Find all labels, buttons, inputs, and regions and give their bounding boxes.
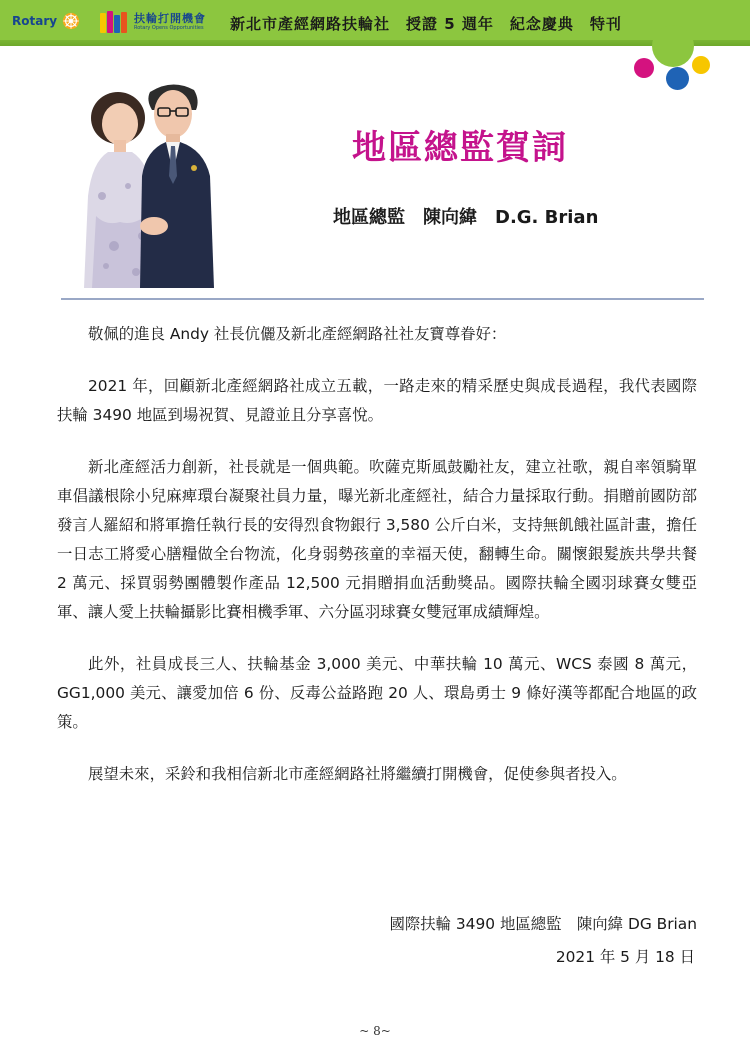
publication-title: 新北市產經網路扶輪社 授證 5 週年 紀念慶典 特刊 (230, 15, 622, 33)
letter-paragraph: 此外，社員成長三人、扶輪基金 3,000 美元、中華扶輪 10 萬元、WCS 泰國 8 萬元，GG1,000 美元、讓愛加倍 6 份、反毒公益路跑 20 人、環島勇士 9 條好漢等都配合地區的政策。 (57, 655, 697, 731)
rog-logo-en-text: Rotary Opens Opportunities (134, 25, 204, 31)
rotary-opens-opportunities-logo (100, 8, 206, 36)
decorative-green-dot (652, 25, 694, 67)
title-divider (61, 298, 704, 300)
colored-doors-icon (100, 11, 128, 33)
rog-logo-cn-text: 扶輪打開機會 (134, 12, 206, 25)
letter-date: 2021 年 5 月 18 日 (555, 948, 695, 966)
decorative-yellow-dot (692, 56, 710, 74)
header-band-shadow (0, 40, 750, 46)
rotary-logo (12, 9, 80, 33)
rotary-logo-text: Rotary (12, 14, 58, 28)
governor-couple-portrait (62, 76, 230, 288)
article-subtitle: 地區總監 陳向緯 D.G. Brian (333, 207, 599, 228)
page-number: ~ 8~ (359, 1024, 391, 1038)
rotary-wheel-icon (62, 12, 80, 30)
letter-paragraph: 展望未來，采鈴和我相信新北市產經網路社將繼續打開機會，促使參與者投入。 (88, 765, 627, 783)
letter-signature: 國際扶輪 3490 地區總監 陳向緯 DG Brian (389, 915, 697, 933)
decorative-magenta-dot (634, 58, 654, 78)
letter-body (57, 320, 697, 789)
decorative-blue-dot (666, 67, 689, 90)
letter-paragraph: 2021 年，回顧新北產經網路社成立五載，一路走來的精采歷史與成長過程，我代表國際扶輪 3490 地區到場祝賀、見證並且分享喜悅。 (57, 377, 697, 424)
letter-paragraph: 新北產經活力創新，社長就是一個典範。吹薩克斯風鼓勵社友，建立社歌，親自率領騎單車倡議根除小兒麻痺環台凝聚社員力量，曝光新北產經社，結合力量採取行動。捐贈前國防部發言人羅紹和將軍擔任執行長的安得烈食物銀行 3,580 公斤白米，支持無飢餓社區計畫，擔任一日志工將愛心膳糧做全台物流，化身弱勢孩童的幸福天使，翻轉生命。關懷銀髮族共學共餐 2 萬元、採買弱勢團體製作產品 12,500 元捐贈捐血活動獎品。國際扶輪全國羽球賽女雙亞軍、讓人愛上扶輪攝影比賽相機季軍、六分區羽球賽女雙冠軍成績輝煌。 (57, 458, 697, 621)
letter-paragraph: 敬佩的進良 Andy 社長伉儷及新北產經網路社社友寶尊眷好： (88, 325, 507, 343)
article-title: 地區總監賀詞 (352, 128, 568, 168)
